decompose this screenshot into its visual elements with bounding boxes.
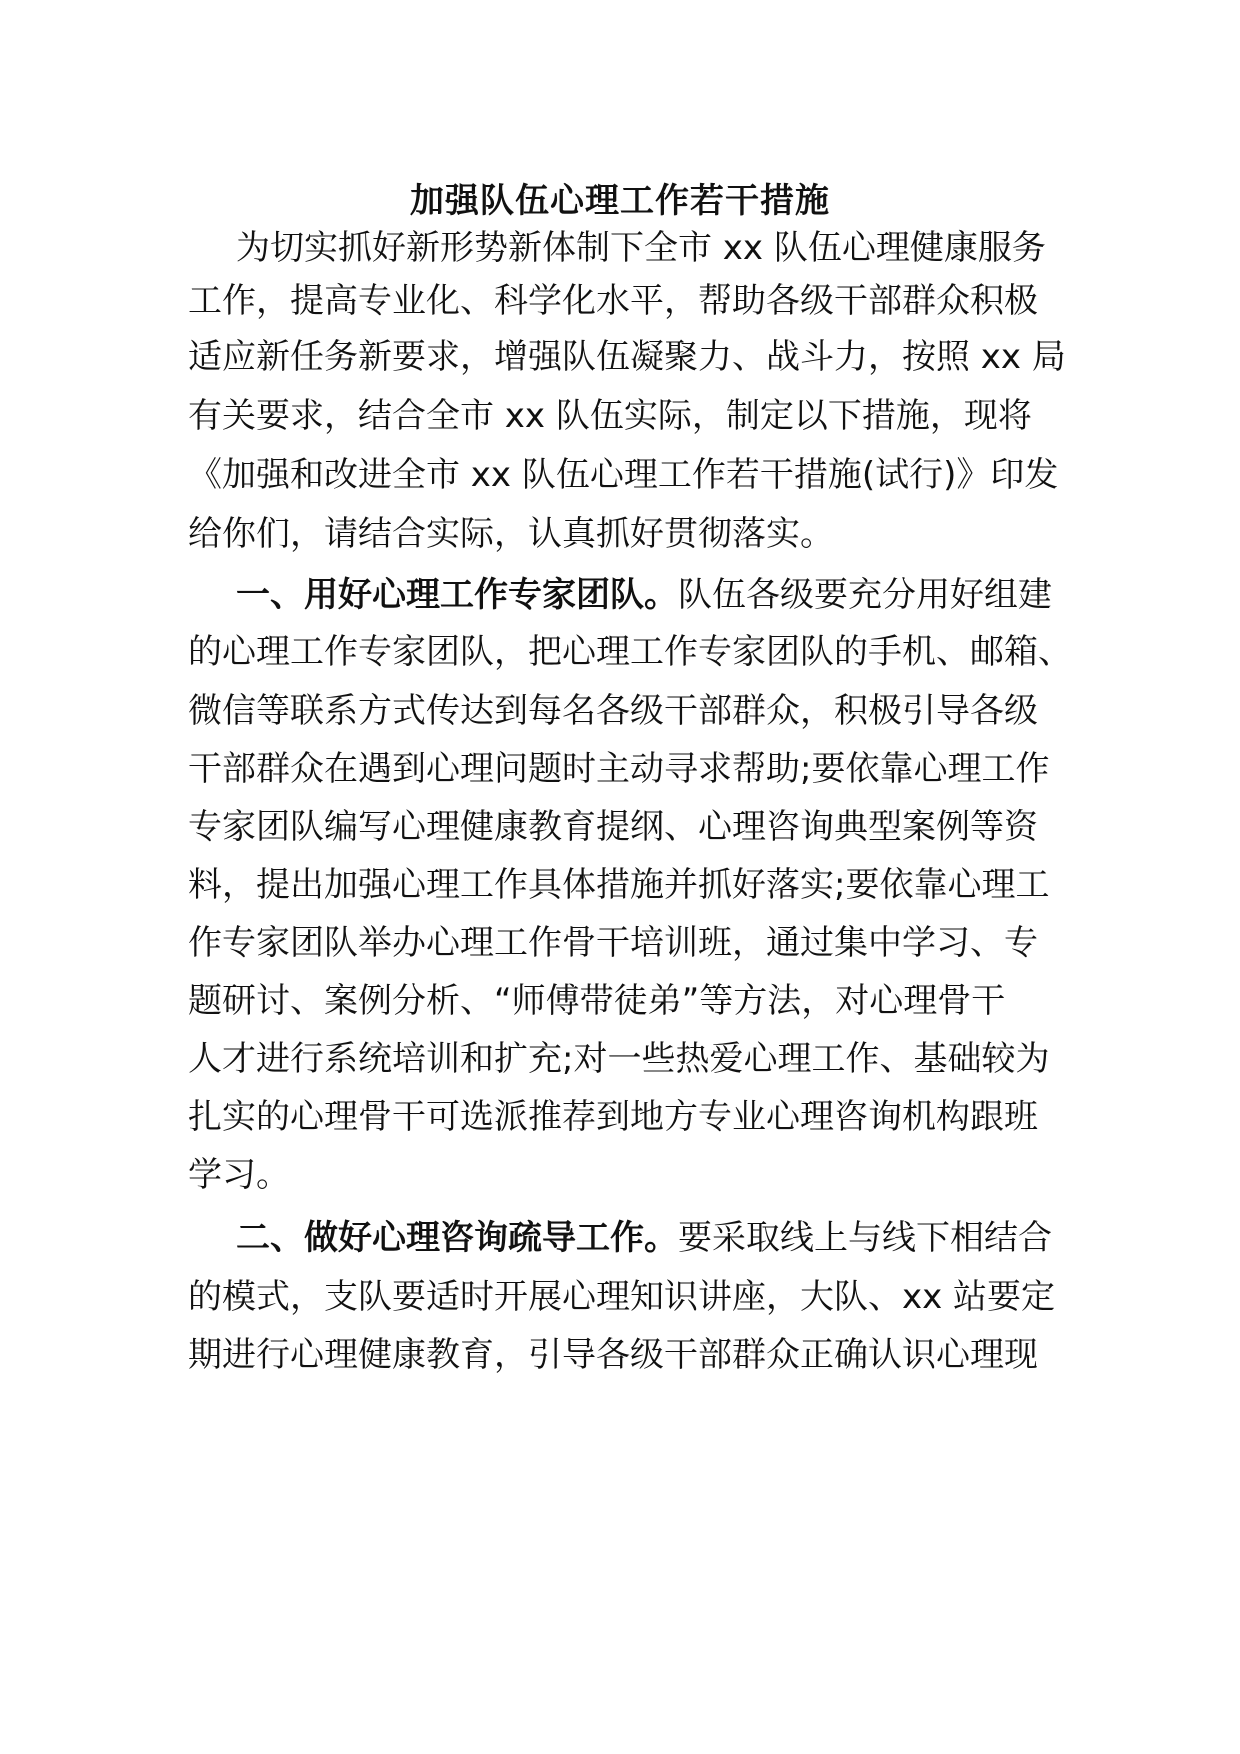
document-title: 加强队伍心理工作若干措施	[410, 181, 830, 221]
section1-line: 学习。	[188, 1155, 290, 1195]
section1-line: 人才进行系统培训和扩充;对一些热爱心理工作、基础较为	[188, 1039, 1050, 1079]
section1-line: 的心理工作专家团队，把心理工作专家团队的手机、邮箱、	[188, 632, 1072, 672]
section1-line: 扎实的心理骨干可选派推荐到地方专业心理咨询机构跟班	[188, 1097, 1038, 1137]
section1-line: 专家团队编写心理健康教育提纲、心理咨询典型案例等资	[188, 807, 1038, 847]
section1-line: 作专家团队举办心理工作骨干培训班，通过集中学习、专	[188, 923, 1038, 963]
intro-line: 适应新任务新要求，增强队伍凝聚力、战斗力，按照 xx 局	[188, 337, 1066, 377]
section1-text: 队伍各级要充分用好组建	[678, 575, 1052, 615]
section1-first-line	[236, 570, 1052, 620]
section2-line: 的模式，支队要适时开展心理知识讲座，大队、xx 站要定	[188, 1277, 1056, 1317]
section1-heading: 一、用好心理工作专家团队。	[236, 575, 678, 615]
intro-line: 《加强和改进全市 xx 队伍心理工作若干措施(试行)》印发	[188, 455, 1059, 495]
section1-line: 题研讨、案例分析、“师傅带徒弟”等方法，对心理骨干	[188, 981, 1006, 1021]
section2-line: 期进行心理健康教育，引导各级干部群众正确认识心理现	[188, 1335, 1038, 1375]
section1-line: 微信等联系方式传达到每名各级干部群众，积极引导各级	[188, 691, 1038, 731]
intro-line: 给你们，请结合实际，认真抓好贯彻落实。	[188, 514, 834, 554]
section2-heading: 二、做好心理咨询疏导工作。	[236, 1218, 678, 1258]
section1-line: 料，提出加强心理工作具体措施并抓好落实;要依靠心理工	[188, 865, 1050, 905]
intro-line: 为切实抓好新形势新体制下全市 xx 队伍心理健康服务	[236, 228, 1046, 268]
intro-line: 工作，提高专业化、科学化水平，帮助各级干部群众积极	[188, 281, 1038, 321]
intro-line: 有关要求，结合全市 xx 队伍实际，制定以下措施，现将	[188, 396, 1032, 436]
section1-line: 干部群众在遇到心理问题时主动寻求帮助;要依靠心理工作	[188, 749, 1050, 789]
section2-text: 要采取线上与线下相结合	[678, 1218, 1052, 1258]
section2-first-line	[236, 1213, 1052, 1263]
